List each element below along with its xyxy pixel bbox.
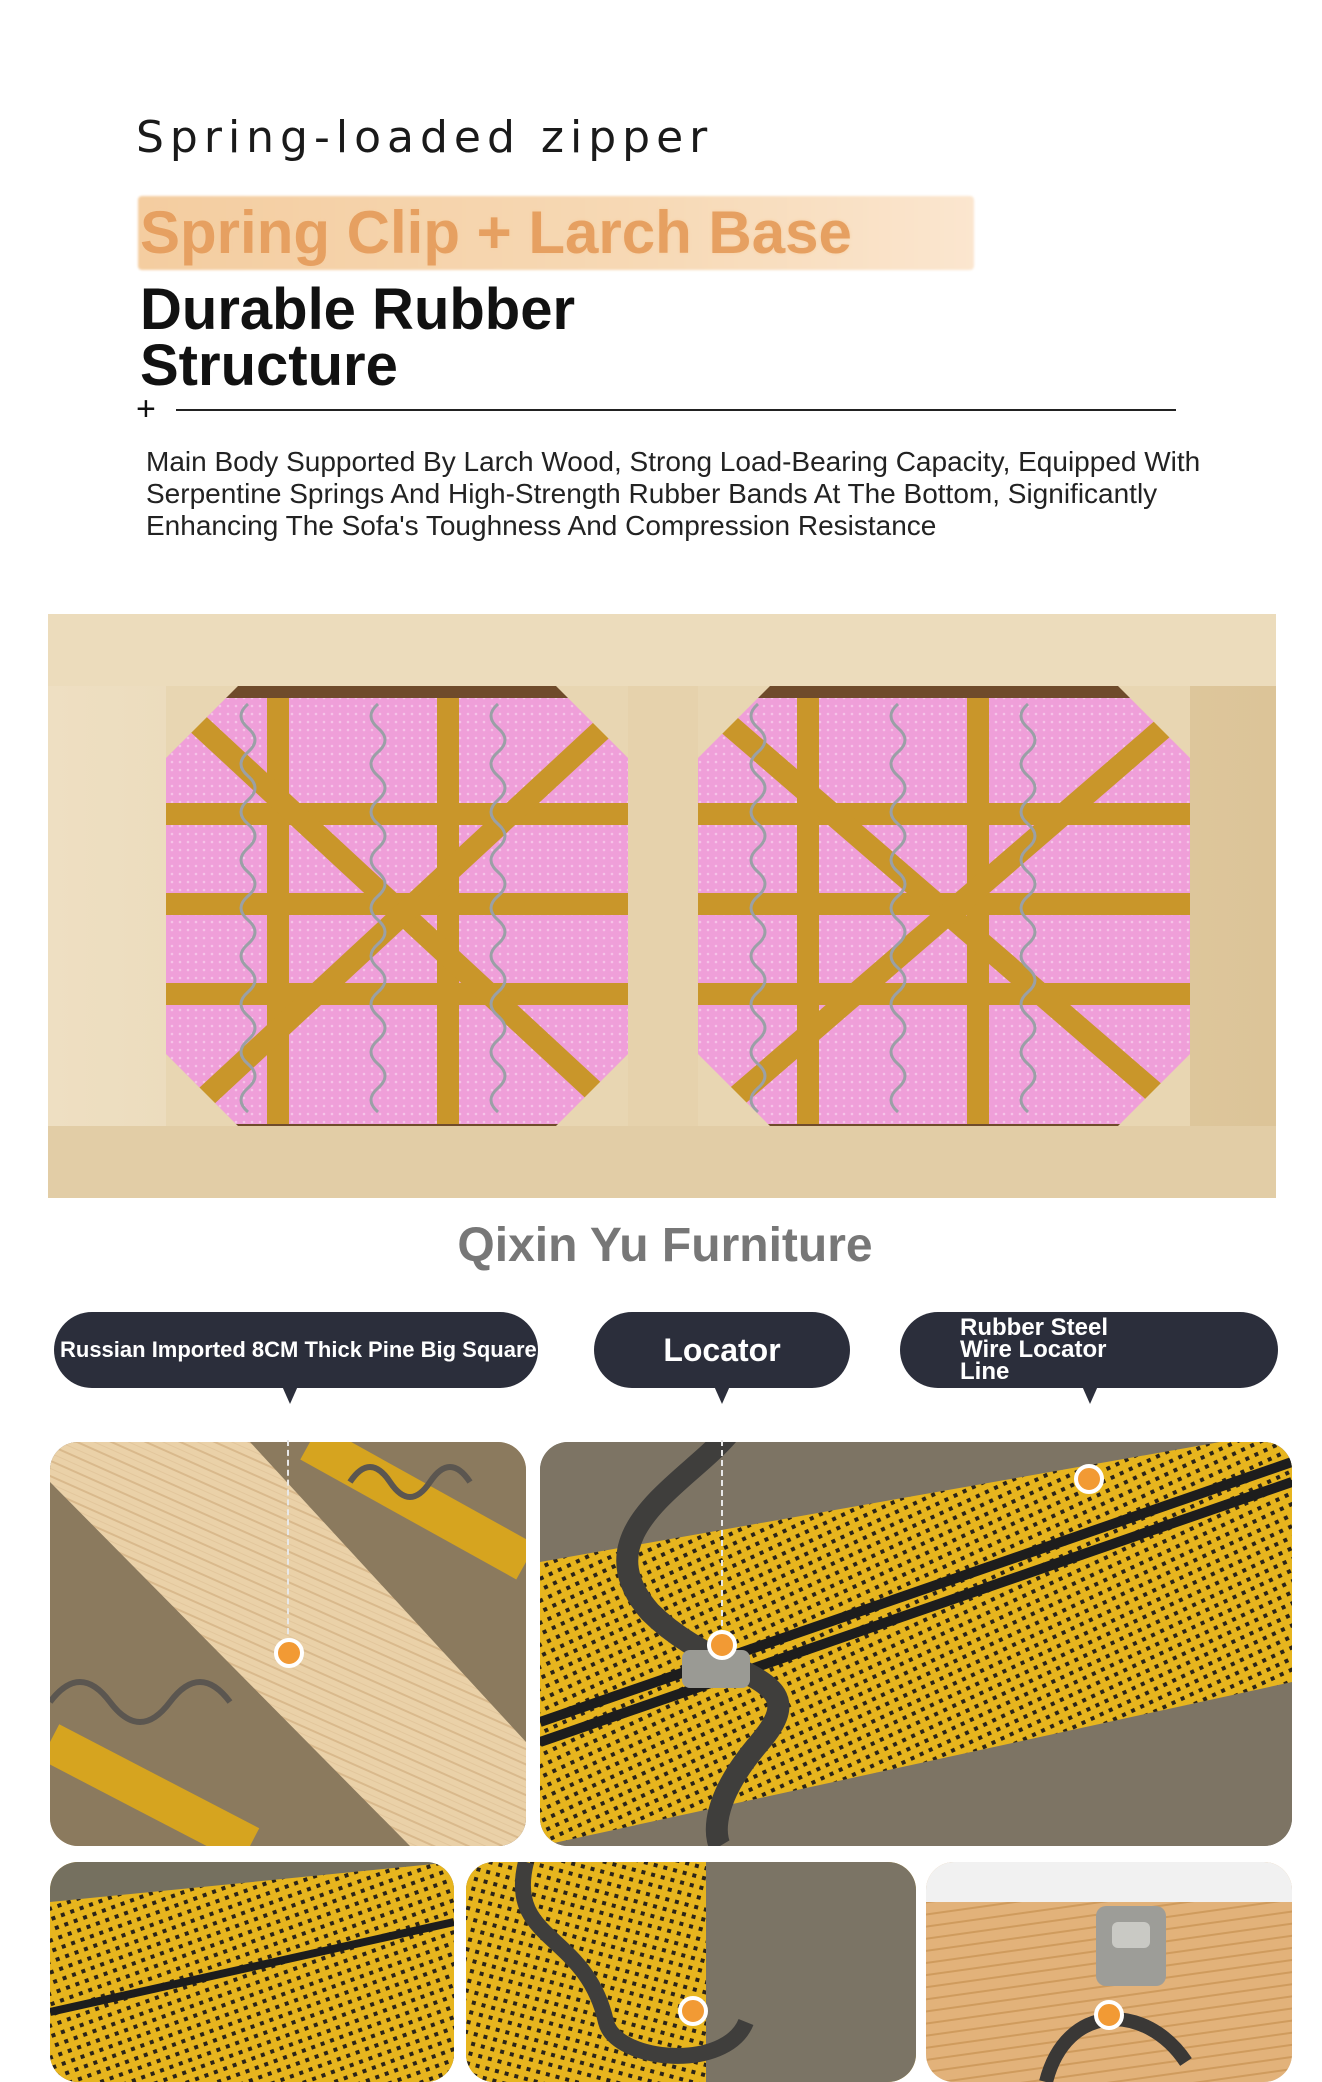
frame-illustration xyxy=(48,614,1276,1198)
callout-pine-square xyxy=(54,1312,538,1388)
plus-icon: + xyxy=(136,390,156,428)
callout-rubber-wire xyxy=(900,1312,1278,1388)
webbing-closeup-photo xyxy=(50,1862,454,2082)
locator-clip-illustration xyxy=(926,1862,1292,2082)
spring-hook-photo xyxy=(466,1862,916,2082)
callout-pointer xyxy=(282,1386,298,1404)
webbing-illustration xyxy=(540,1442,1292,1846)
spring-hook-illustration xyxy=(466,1862,916,2082)
callout-pointer xyxy=(1082,1386,1098,1404)
divider xyxy=(176,409,1176,411)
section-subtitle: Spring-loaded zipper xyxy=(136,112,714,163)
webbing-closeup-illustration xyxy=(50,1862,454,2082)
locator-dot xyxy=(274,1638,304,1668)
callout-label: Rubber Steel Wire Locator Line xyxy=(960,1314,1109,1385)
locator-dot xyxy=(1094,2000,1124,2030)
sofa-base-frame-image xyxy=(48,614,1276,1198)
callout-label: Locator xyxy=(663,1331,781,1368)
page-title: Durable Rubber Structure xyxy=(140,277,576,398)
locator-dot xyxy=(707,1630,737,1660)
callout-pointer xyxy=(714,1386,730,1404)
callout-locator xyxy=(594,1312,850,1388)
locator-dot xyxy=(678,1996,708,2026)
locator-dot xyxy=(1074,1464,1104,1494)
description-text: Main Body Supported By Larch Wood, Strong Load-Bearing Capacity, Equipped With Serpentine Springs And High-Strength Rubber Bands At The Bottom, Significantly Enhancing The Sofa's Toughness And Compression Resistance xyxy=(146,446,1201,541)
headline: Spring Clip + Larch Base xyxy=(140,199,852,266)
brand-name: Qixin Yu Furniture xyxy=(457,1219,873,1272)
locator-clip-photo xyxy=(926,1862,1292,2082)
pointer-line xyxy=(287,1440,289,1644)
s-spring-locator-photo xyxy=(540,1442,1292,1846)
callout-label: Russian Imported 8CM Thick Pine Big Square xyxy=(60,1337,537,1362)
pointer-line xyxy=(721,1440,723,1636)
